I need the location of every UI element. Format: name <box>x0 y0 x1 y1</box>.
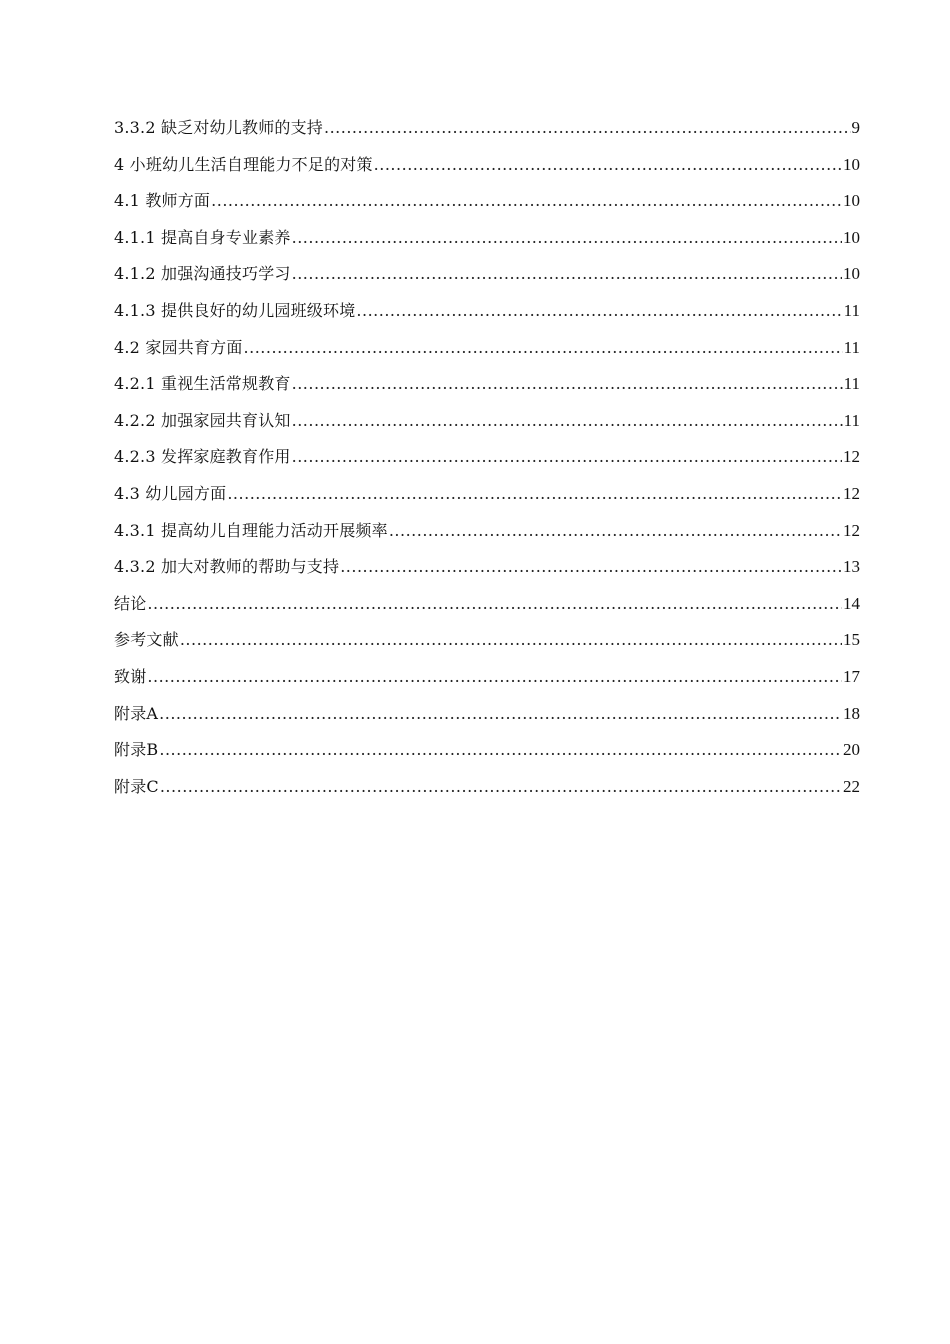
toc-entry-page: 10 <box>843 227 860 247</box>
toc-entry-page: 11 <box>843 374 860 394</box>
toc-entry[interactable] <box>114 183 860 220</box>
toc-entry[interactable] <box>114 366 860 403</box>
toc-entry-title: 附录B <box>114 740 159 760</box>
toc-dot-leader <box>147 586 842 623</box>
toc-entry[interactable] <box>114 696 860 733</box>
toc-entry[interactable] <box>114 732 860 769</box>
toc-entry-page: 18 <box>843 703 860 723</box>
toc-dot-leader <box>292 366 843 403</box>
toc-entry-title: 4.1.3 提供良好的幼儿园班级环境 <box>114 300 356 320</box>
toc-entry-title: 4.3.1 提高幼儿自理能力活动开展频率 <box>114 520 388 540</box>
toc-entry-page: 12 <box>843 447 860 467</box>
toc-entry[interactable] <box>114 622 860 659</box>
toc-entry-title: 4.3.2 加大对教师的帮助与支持 <box>114 557 340 577</box>
toc-dot-leader <box>374 147 842 184</box>
toc-entry[interactable] <box>114 549 860 586</box>
toc-entry-page: 11 <box>843 300 860 320</box>
toc-entry[interactable] <box>114 330 860 367</box>
toc-entry[interactable] <box>114 659 860 696</box>
toc-dot-leader <box>292 439 842 476</box>
toc-dot-leader <box>340 549 842 586</box>
toc-entry-title: 3.3.2 缺乏对幼儿教师的支持 <box>114 118 323 137</box>
toc-entry-page: 22 <box>843 776 860 796</box>
toc-dot-leader <box>244 330 843 367</box>
toc-entry-title: 结论 <box>114 593 147 613</box>
toc-entry[interactable] <box>114 439 860 476</box>
toc-dot-leader <box>324 110 851 147</box>
toc-entry-title: 4.1.2 加强沟通技巧学习 <box>114 264 291 284</box>
toc-entry[interactable] <box>114 220 860 257</box>
toc-dot-leader <box>292 256 842 293</box>
toc-entry-title: 4.3 幼儿园方面 <box>114 483 227 503</box>
toc-entry-page: 10 <box>843 264 860 284</box>
toc-dot-leader <box>356 293 842 330</box>
toc-entry-page: 15 <box>843 630 860 650</box>
toc-entry-title: 4.1.1 提高自身专业素养 <box>114 227 291 247</box>
toc-entry-page: 14 <box>843 593 860 613</box>
toc-dot-leader <box>160 769 842 806</box>
toc-entry-title: 参考文献 <box>114 630 179 650</box>
toc-entry-title: 4.2.1 重视生活常规教育 <box>114 374 291 394</box>
toc-entry-page: 10 <box>843 191 860 211</box>
toc-dot-leader <box>292 220 842 257</box>
toc-entry-page: 13 <box>843 557 860 577</box>
toc-entry-page: 10 <box>843 154 860 174</box>
toc-entry[interactable] <box>114 256 860 293</box>
toc-entry-title: 4.1 教师方面 <box>114 191 211 211</box>
toc-entry[interactable] <box>114 476 860 513</box>
toc-entry-page: 11 <box>843 337 860 357</box>
toc-entry-title: 致谢 <box>114 666 147 686</box>
toc-entry[interactable] <box>114 403 860 440</box>
toc-dot-leader <box>292 403 843 440</box>
toc-entry-page: 9 <box>851 118 860 137</box>
toc-entry-title: 4 小班幼儿生活自理能力不足的对策 <box>114 154 373 174</box>
toc-entry-page: 12 <box>843 483 860 503</box>
toc-entry[interactable] <box>114 513 860 550</box>
toc-entry[interactable] <box>114 586 860 623</box>
toc-entry-title: 4.2.3 发挥家庭教育作用 <box>114 447 291 467</box>
toc-dot-leader <box>159 732 842 769</box>
toc-entry-page: 11 <box>843 410 860 430</box>
toc-entry-page: 12 <box>843 520 860 540</box>
toc-entry-page: 20 <box>843 740 860 760</box>
toc-entry-title: 附录C <box>114 776 159 796</box>
toc-entry-page: 17 <box>843 666 860 686</box>
toc-entry[interactable] <box>114 293 860 330</box>
toc-dot-leader <box>147 659 842 696</box>
toc-entry[interactable] <box>114 110 860 147</box>
toc-dot-leader <box>180 622 842 659</box>
toc-entry-title: 4.2 家园共育方面 <box>114 337 243 357</box>
toc-dot-leader <box>211 183 842 220</box>
toc-entry-title: 4.2.2 加强家园共育认知 <box>114 410 291 430</box>
table-of-contents <box>114 110 860 805</box>
toc-dot-leader <box>159 696 842 733</box>
toc-dot-leader <box>227 476 842 513</box>
toc-dot-leader <box>389 513 842 550</box>
toc-entry-title: 附录A <box>114 703 159 723</box>
toc-entry[interactable] <box>114 769 860 806</box>
toc-entry[interactable] <box>114 147 860 184</box>
